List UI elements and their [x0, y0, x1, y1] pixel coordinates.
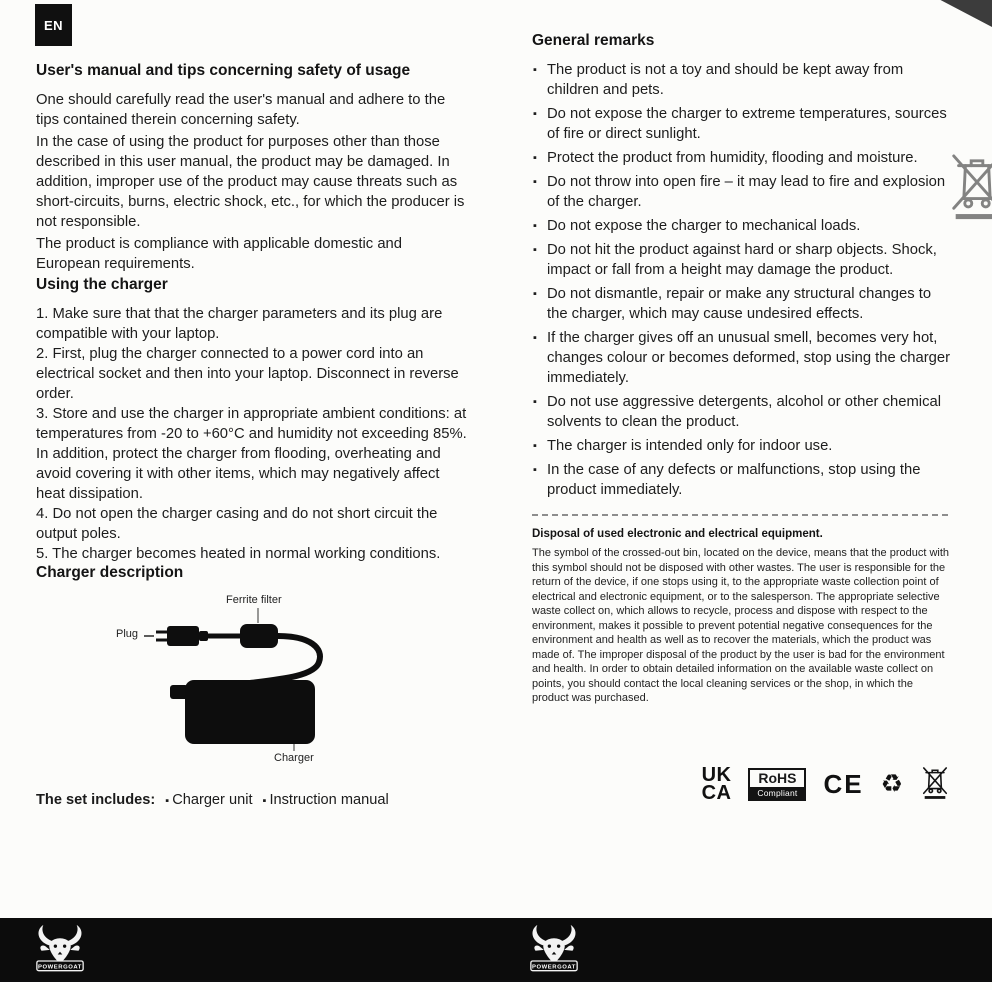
- plug-label: Plug: [116, 628, 139, 640]
- left-column: [36, 0, 468, 808]
- disposal-body: The symbol of the crossed-out bin, located on the device, means that the product with this symbol should not be disposed with other wastes. The user is responsible for the return of the device, if one stops using it, to the appropriate waste collection point of electrical and electronic equipment, or to the salesperson. The appropriate selective waste collect on, which allows to recycle, process and dispose with respect to the environment, makes it possible to prevent potential negative consequences for the environment and health as well as to recover the materials, which the product was made of. The improper disposal of the product by the user is bad for the environment and health. In order to obtain detailed information on the available waste collect on points, you should contact the local cleaning services or the shop, in which the product was purchased.: [532, 547, 950, 704]
- set-includes-label: The set includes:: [36, 792, 156, 808]
- weee-bin-icon: [920, 764, 950, 805]
- safety-paragraph: One should carefully read the user's manual and adhere to the tips contained therein concerning safety.: [36, 92, 446, 128]
- safety-paragraph: In the case of using the product for purposes other than those described in this user manual, the product may be damaged. In addition, improper use of the product may cause threats such as short-circuits, burns, electric shock, etc., for which the producer is not responsible.: [36, 134, 465, 230]
- remark-item: ▪ Protect the product from humidity, flooding and moisture.: [532, 148, 952, 168]
- remark-item: ▪ Do not dismantle, repair or make any structural changes to the charger, which may cause undesired effects.: [532, 284, 952, 324]
- using-step: 4. Do not open the charger casing and do not short circuit the output poles.: [36, 506, 438, 542]
- remark-item: ▪ If the charger gives off an unusual smell, becomes very hot, changes colour or becomes deformed, stop using the charger immediately.: [532, 328, 952, 388]
- dashed-divider: [532, 514, 948, 516]
- recycle-icon: ♻: [880, 769, 903, 798]
- set-includes-item: ▪ Instruction manual: [263, 792, 389, 808]
- safety-paragraph: The product is compliance with applicable domestic and European requirements.: [36, 236, 403, 272]
- remark-item: ▪ Do not expose the charger to extreme temperatures, sources of fire or direct sunlight.: [532, 104, 952, 144]
- charger-label: Charger: [274, 752, 314, 764]
- using-step: 2. First, plug the charger connected to a power cord into an electrical socket and then into your laptop. Disconnect in reverse order.: [36, 346, 459, 402]
- general-remarks-list: [532, 60, 952, 500]
- remark-item: ▪ Do not expose the charger to mechanical loads.: [532, 216, 952, 236]
- charger-diagram-art: [36, 592, 466, 770]
- remark-item: ▪ In the case of any defects or malfunctions, stop using the product immediately.: [532, 460, 952, 500]
- brand-text: POWERGOAT: [532, 963, 576, 970]
- using-heading: Using the charger: [36, 276, 168, 293]
- rohs-mark: [748, 768, 806, 801]
- ukca-mark: [701, 763, 732, 804]
- remark-item: ▪ Do not hit the product against hard or sharp objects. Shock, impact or fall from a height may damage the product.: [532, 240, 952, 280]
- weee-bin-edge-icon: [946, 148, 992, 227]
- charger-diagram: [36, 592, 466, 770]
- powergoat-logo: [526, 923, 582, 978]
- remark-item: ▪ Do not throw into open fire – it may lead to fire and explosion of the charger.: [532, 172, 952, 212]
- general-remarks-heading: General remarks: [532, 32, 655, 49]
- compliance-marks: [532, 764, 952, 805]
- rohs-subtitle: Compliant: [750, 787, 804, 799]
- right-column: [532, 0, 952, 808]
- ferrite-filter-label: Ferrite filter: [226, 594, 282, 606]
- set-includes-item: ▪ Charger unit: [165, 792, 252, 808]
- ce-mark: CE: [823, 768, 864, 799]
- rohs-title: RoHS: [758, 769, 797, 786]
- powergoat-logo: [32, 923, 88, 978]
- brand-text: POWERGOAT: [38, 963, 82, 970]
- disposal-heading: Disposal of used electronic and electrical equipment.: [532, 528, 823, 540]
- remark-item: ▪ The product is not a toy and should be kept away from children and pets.: [532, 60, 952, 100]
- remark-item: ▪ The charger is intended only for indoor use.: [532, 436, 952, 456]
- ukca-line2: CA: [701, 782, 732, 804]
- language-badge: EN: [35, 4, 72, 46]
- safety-heading: User's manual and tips concerning safety of usage: [36, 62, 411, 79]
- using-step: 3. Store and use the charger in appropriate ambient conditions: at temperatures from -20 to +60°C and humidity not exceeding 85%. In addition, protect the charger from flooding, overheating and avoid covering it with other items, which may negatively affect heat dissipation.: [36, 406, 467, 502]
- ukca-line1: UK: [701, 763, 732, 786]
- remark-item: ▪ Do not use aggressive detergents, alcohol or other chemical solvents to clean the product.: [532, 392, 952, 432]
- using-step: 1. Make sure that that the charger parameters and its plug are compatible with your laptop.: [36, 306, 443, 342]
- description-heading: Charger description: [36, 564, 184, 581]
- set-includes-line: [36, 792, 468, 808]
- using-step: 5. The charger becomes heated in normal working conditions.: [36, 546, 441, 562]
- footer-bar: [0, 918, 992, 982]
